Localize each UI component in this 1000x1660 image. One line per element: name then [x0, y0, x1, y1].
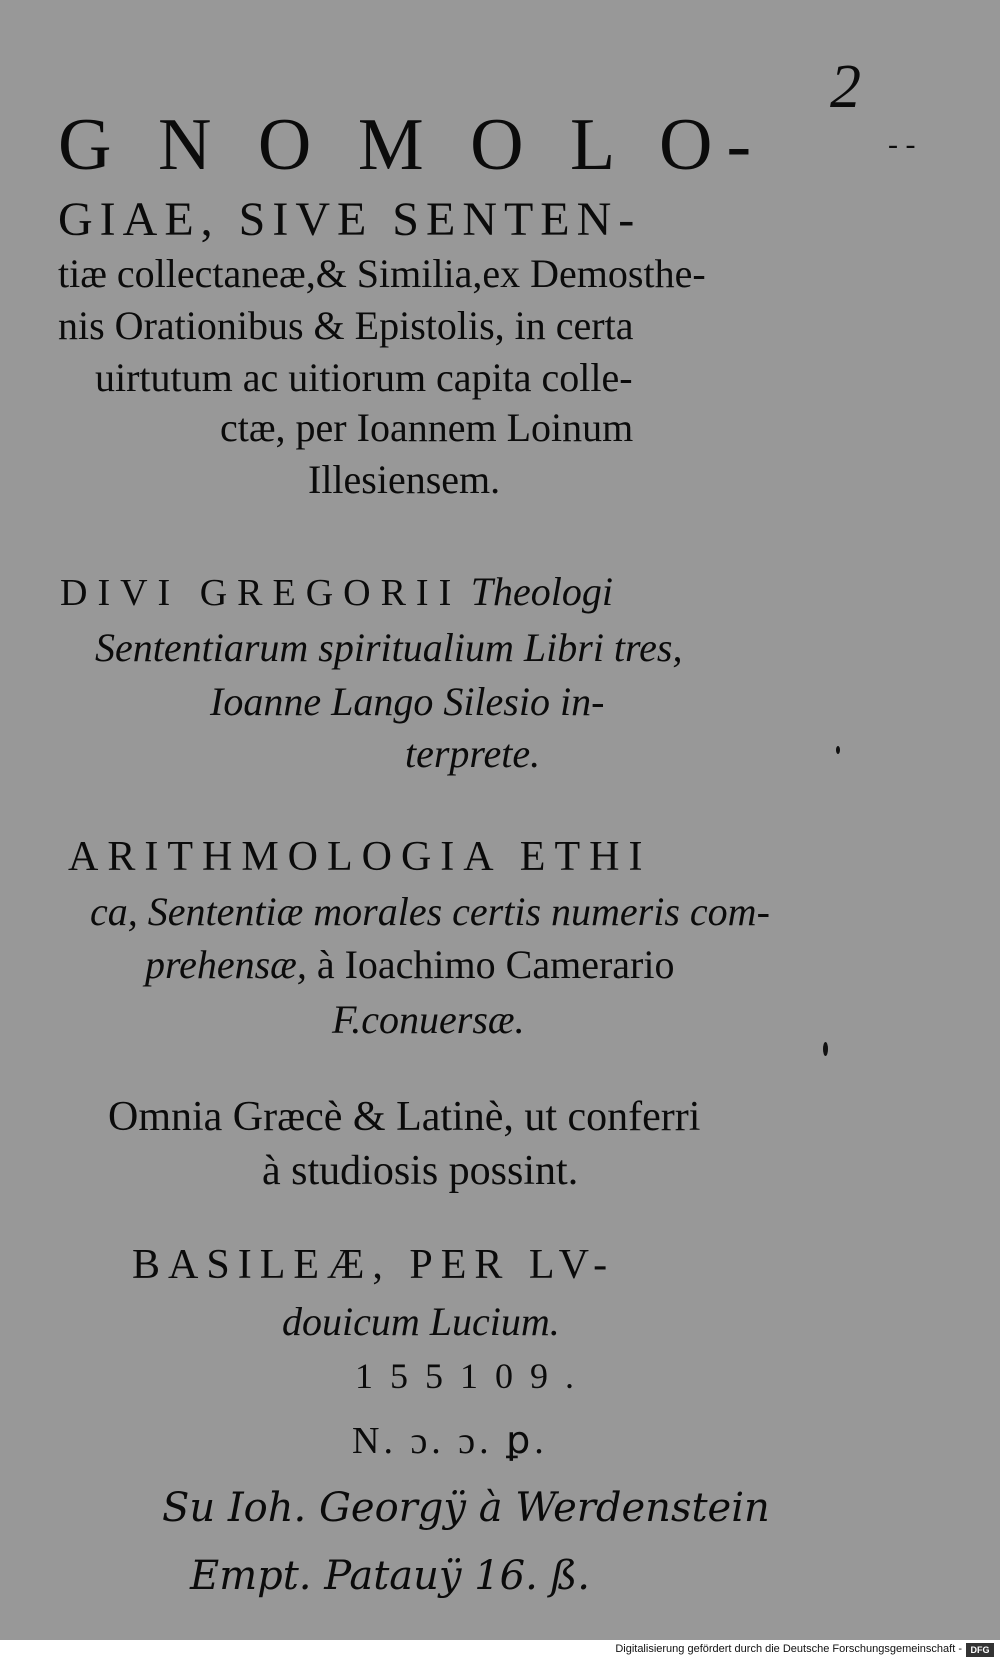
digitization-footer — [0, 1640, 1000, 1660]
arithmologia-camerario: à Ioachimo Camerario — [316, 942, 675, 987]
title-line-1: G N O M O L O- — [58, 104, 766, 186]
arithmologia-line-1: ARITHMOLOGIA ETHI — [68, 834, 652, 880]
arithmologia-prehensae: prehensæ, — [145, 942, 307, 987]
title-line-5: uirtutum ac uitiorum capita colle- — [95, 355, 633, 400]
imprint-line-1: BASILEÆ, PER LV- — [132, 1242, 616, 1288]
title-line-7: Illesiensem. — [308, 457, 501, 502]
provenance-line-2: Empt. Patauÿ 16. ß. — [190, 1553, 590, 1599]
arithmologia-line-4: F.conuersæ. — [332, 997, 525, 1042]
dfg-logo: DFG — [966, 1643, 994, 1657]
omnia-line-2: à studiosis possint. — [262, 1148, 579, 1194]
title-line-4: nis Orationibus & Epistolis, in certa — [58, 303, 634, 348]
title-line-6: ctæ, per Ioannem Loinum — [220, 405, 634, 450]
imprint-date: 1 5 5 1 0 9 . — [355, 1356, 578, 1396]
imprint-shelfmark: N. ɔ. ɔ. ꝑ. — [352, 1420, 548, 1462]
arithmologia-line-3 — [145, 942, 675, 987]
gregorius-theologi: Theologi — [470, 569, 613, 614]
footer-text: Digitalisierung gefördert durch die Deutsche Forschungsgemeinschaft - — [615, 1643, 962, 1655]
gregorius-line-1 — [60, 569, 613, 614]
gregorius-line-4: terprete. — [405, 731, 541, 776]
provenance-line-1: Su Ioh. Georgÿ à Werdenstein — [162, 1485, 770, 1531]
gregorius-line-3: Ioanne Lango Silesio in- — [210, 679, 605, 724]
ink-speck — [823, 1042, 828, 1056]
omnia-line-1: Omnia Græcè & Latinè, ut conferri — [108, 1094, 701, 1140]
title-line-2: GIAE, SIVE SENTEN- — [58, 193, 642, 246]
gregorius-caps: DIVI GREGORII — [60, 572, 462, 614]
title-line-3: tiæ collectaneæ,& Similia,ex Demosthe- — [58, 251, 706, 296]
page-number: 2 — [830, 53, 861, 121]
imprint-line-2: douicum Lucium. — [282, 1299, 560, 1344]
page-mark: - - — [888, 128, 916, 161]
ink-speck — [836, 746, 840, 754]
gregorius-line-2: Sententiarum spiritualium Libri tres, — [95, 625, 683, 670]
arithmologia-line-2: ca, Sententiæ morales certis numeris com- — [90, 889, 770, 934]
